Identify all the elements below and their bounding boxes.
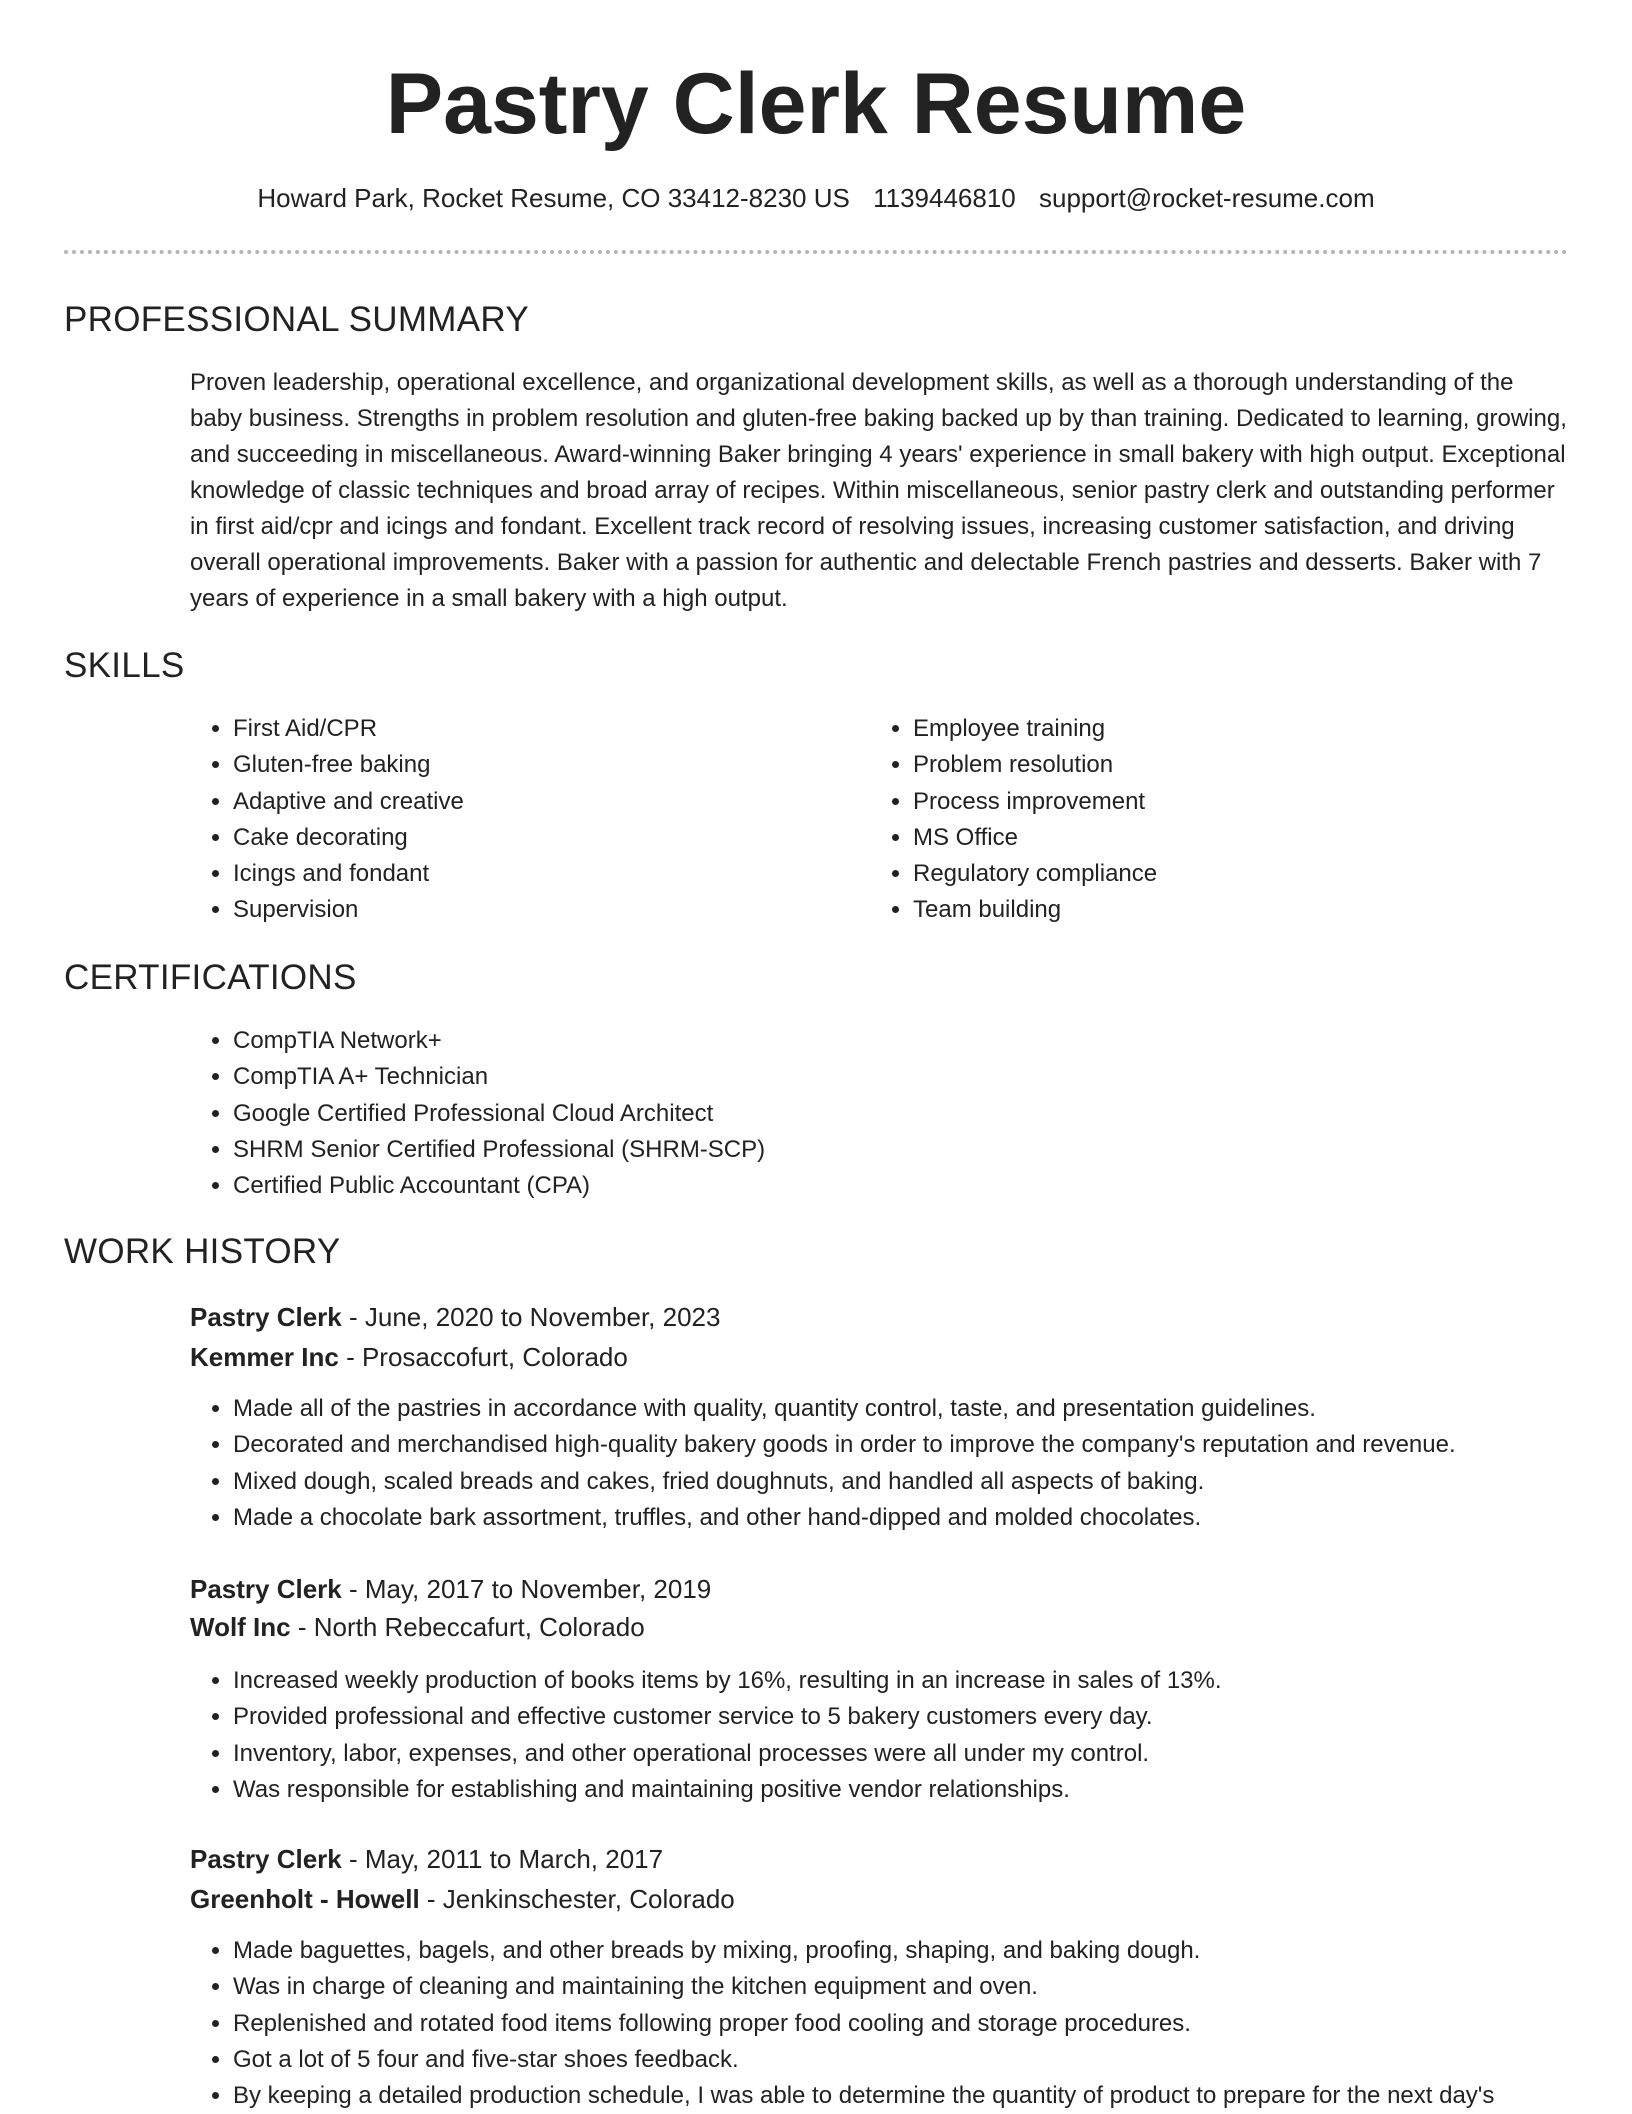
job-bullet: • Was responsible for establishing and maintaining positive vendor relationships.: [233, 1772, 1632, 1808]
job-company: Greenholt - Howell: [190, 1884, 420, 1914]
skill-item: • Adaptive and creative: [233, 784, 833, 820]
job-bullet: • Made all of the pastries in accordance with quality, quantity control, taste, and presentation guidelines.: [233, 1391, 1632, 1427]
job-bullets: [190, 1933, 1632, 2114]
skill-item: • Problem resolution: [913, 747, 1513, 783]
job-bullet: • Decorated and merchandised high-quality bakery goods in order to improve the company's reputation and revenue.: [233, 1427, 1632, 1463]
header-divider: [64, 250, 1568, 254]
contact-line: [0, 178, 1632, 218]
contact-address: Howard Park, Rocket Resume, CO 33412-8230 US: [257, 183, 850, 213]
job-bullet: • Mixed dough, scaled breads and cakes, fried doughnuts, and handled all aspects of baking.: [233, 1464, 1632, 1500]
job-location: - North Rebeccafurt, Colorado: [290, 1612, 645, 1642]
skill-item: • First Aid/CPR: [233, 711, 833, 747]
job-bullet: • Replenished and rotated food items following proper food cooling and storage procedures.: [233, 2006, 1632, 2042]
job-bullet: • Inventory, labor, expenses, and other operational processes were all under my control.: [233, 1736, 1632, 1772]
job-bullet: • Provided professional and effective customer service to 5 bakery customers every day.: [233, 1699, 1632, 1735]
job-bullet: • Made baguettes, bagels, and other breads by mixing, proofing, shaping, and baking dough.: [233, 1933, 1632, 1969]
job-bullet: • Made a chocolate bark assortment, truffles, and other hand-dipped and molded chocolates.: [233, 1500, 1632, 1536]
skill-item: • Team building: [913, 892, 1513, 928]
job-title: Pastry Clerk: [190, 1844, 342, 1874]
job-title-line: [190, 1569, 711, 1609]
job-company: Kemmer Inc: [190, 1342, 339, 1372]
job-dates: - May, 2017 to November, 2019: [341, 1574, 712, 1604]
certification-item: • Google Certified Professional Cloud Architect: [233, 1096, 1533, 1132]
certification-item: • SHRM Senior Certified Professional (SHRM-SCP): [233, 1132, 1533, 1168]
skill-item: • Regulatory compliance: [913, 856, 1513, 892]
skill-item: • Cake decorating: [233, 820, 833, 856]
section-title-summary: PROFESSIONAL SUMMARY: [64, 300, 529, 339]
job-company-line: [190, 1607, 645, 1647]
job-bullet: • Increased weekly production of books items by 16%, resulting in an increase in sales of 13%.: [233, 1663, 1632, 1699]
job-dates: - May, 2011 to March, 2017: [341, 1844, 664, 1874]
skill-item: • Supervision: [233, 892, 833, 928]
section-title-certifications: CERTIFICATIONS: [64, 958, 357, 997]
job-bullet: • Was in charge of cleaning and maintaining the kitchen equipment and oven.: [233, 1969, 1632, 2005]
job-location: - Prosaccofurt, Colorado: [338, 1342, 628, 1372]
certification-item: • Certified Public Accountant (CPA): [233, 1168, 1533, 1204]
contact-phone: 1139446810: [873, 183, 1016, 213]
skills-list-left: [190, 711, 833, 929]
job-bullet: • By keeping a detailed production schedule, I was able to determine the quantity of product to prepare for the next day's: [233, 2078, 1632, 2114]
section-title-work-history: WORK HISTORY: [64, 1232, 341, 1271]
section-title-skills: SKILLS: [64, 646, 185, 685]
job-company: Wolf Inc: [190, 1612, 291, 1642]
skill-item: • Icings and fondant: [233, 856, 833, 892]
resume-title: Pastry Clerk Resume: [385, 56, 1247, 152]
job-dates: - June, 2020 to November, 2023: [341, 1302, 721, 1332]
skill-item: • Gluten-free baking: [233, 747, 833, 783]
job-location: - Jenkinschester, Colorado: [419, 1884, 735, 1914]
certification-item: • CompTIA Network+: [233, 1023, 1533, 1059]
certifications-list: [190, 1023, 1533, 1204]
skill-item: • Employee training: [913, 711, 1513, 747]
job-company-line: [190, 1879, 735, 1919]
skill-item: • Process improvement: [913, 784, 1513, 820]
job-company-line: [190, 1337, 628, 1377]
contact-email: support@rocket-resume.com: [1039, 183, 1375, 213]
skill-item: • MS Office: [913, 820, 1513, 856]
job-title: Pastry Clerk: [190, 1574, 342, 1604]
job-title-line: [190, 1839, 663, 1879]
job-title-line: [190, 1297, 720, 1337]
certification-item: • CompTIA A+ Technician: [233, 1059, 1533, 1095]
skills-list-right: [870, 711, 1513, 929]
job-bullets: [190, 1663, 1632, 1808]
job-title: Pastry Clerk: [190, 1302, 342, 1332]
job-bullets: [190, 1391, 1632, 1536]
job-bullet: • Got a lot of 5 four and five-star shoes feedback.: [233, 2042, 1632, 2078]
summary-text: Proven leadership, operational excellence, and organizational development skills, as well as a thorough understanding of the baby business. Strengths in problem resolution and gluten-free baking backed up by than training. Dedicated to learning, growing, and succeeding in miscellaneous. Award-winning Baker bringing 4 years' experience in small bakery with high output. Exceptional knowledge of classic techniques and broad array of recipes. Within miscellaneous, senior pastry clerk and outstanding performer in first aid/cpr and icings and fondant. Excellent track record of resolving issues, increasing customer satisfaction, and driving overall operational improvements. Baker with a passion for authentic and delectable French pastries and desserts. Baker with 7 years of experience in a small bakery with a high output.: [190, 369, 1567, 612]
